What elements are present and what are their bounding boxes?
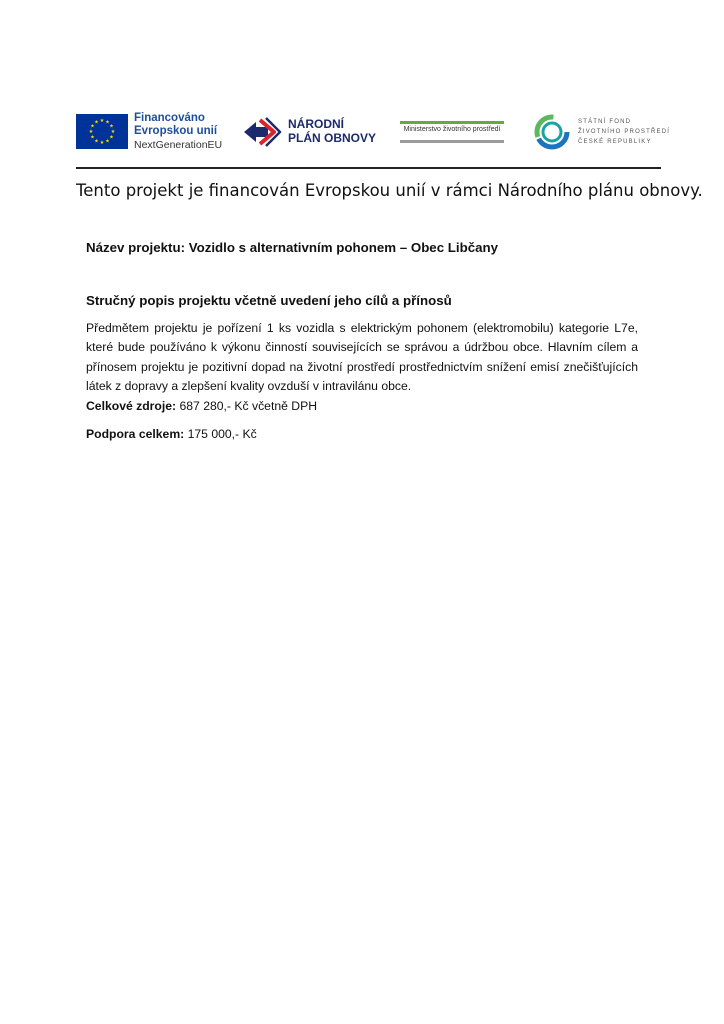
eu-star-icon: ★ xyxy=(99,140,105,147)
section-heading: Stručný popis projektu včetně uvedení jeho cílů a přínosů xyxy=(86,293,452,308)
funding-headline: Tento projekt je financován Evropskou unií v rámci Národního plánu obnovy. xyxy=(76,181,703,200)
eu-star-icon: ★ xyxy=(105,138,110,145)
project-title: Název projektu: Vozidlo s alternativním pohonem – Obec Libčany xyxy=(86,240,499,255)
ministry-logo-bar xyxy=(400,121,504,124)
logo-strip xyxy=(0,0,724,170)
npo-logo-line-1: NÁRODNÍ xyxy=(288,117,344,131)
eu-star-icon: ★ xyxy=(109,123,114,130)
eu-star-icon: ★ xyxy=(99,118,105,125)
ministry-logo-bar xyxy=(400,140,504,143)
eu-logo-line-1: Financováno xyxy=(134,112,205,124)
eu-star-icon: ★ xyxy=(105,119,110,126)
sfzp-logo-line-2: ŽIVOTNÍHO PROSTŘEDÍ xyxy=(578,129,671,135)
eu-star-icon: ★ xyxy=(94,138,99,145)
total-support-value: 175 000,- Kč xyxy=(184,427,257,441)
total-resources-label: Celkové zdroje: xyxy=(86,399,177,413)
eu-star-icon: ★ xyxy=(110,129,116,136)
npo-logo-line-2: PLÁN OBNOVY xyxy=(288,131,377,145)
npo-mark-icon xyxy=(242,114,282,150)
header-divider xyxy=(76,167,661,169)
project-description: Předmětem projektu je pořízení 1 ks vozidla s elektrickým pohonem (elektromobilu) kategorie L7e, které bude používáno k výkonu činností souvisejících se správou a údržbou obce. Hlavním cílem a přínosem projektu je pozitivní dopad na životní prostředí prostřednictvím snížení emisí znečišťujících látek z dopravy a zlepšení kvality ovzduší v intravilánu obce. xyxy=(86,321,638,393)
sfzp-circle-icon xyxy=(534,114,570,150)
eu-star-icon: ★ xyxy=(90,134,95,141)
eu-star-icon: ★ xyxy=(109,134,114,141)
ministry-logo xyxy=(400,121,504,143)
eu-flag-icon xyxy=(76,114,128,149)
total-support xyxy=(86,427,257,441)
eu-star-icon: ★ xyxy=(88,129,94,136)
total-support-label: Podpora celkem: xyxy=(86,427,185,441)
total-resources xyxy=(86,399,317,413)
ministry-logo-text: Ministerstvo životního prostředí xyxy=(403,126,501,133)
eu-logo-line-3: NextGenerationEU xyxy=(134,139,223,151)
eu-logo-line-2: Evropskou unií xyxy=(134,125,218,137)
sfzp-logo-line-3: ČESKÉ REPUBLIKY xyxy=(578,139,652,145)
eu-star-icon: ★ xyxy=(94,119,99,126)
total-resources-value: 687 280,- Kč včetně DPH xyxy=(176,399,317,413)
sfzp-logo-line-1: STÁTNÍ FOND xyxy=(578,119,632,125)
eu-star-icon: ★ xyxy=(90,123,95,130)
